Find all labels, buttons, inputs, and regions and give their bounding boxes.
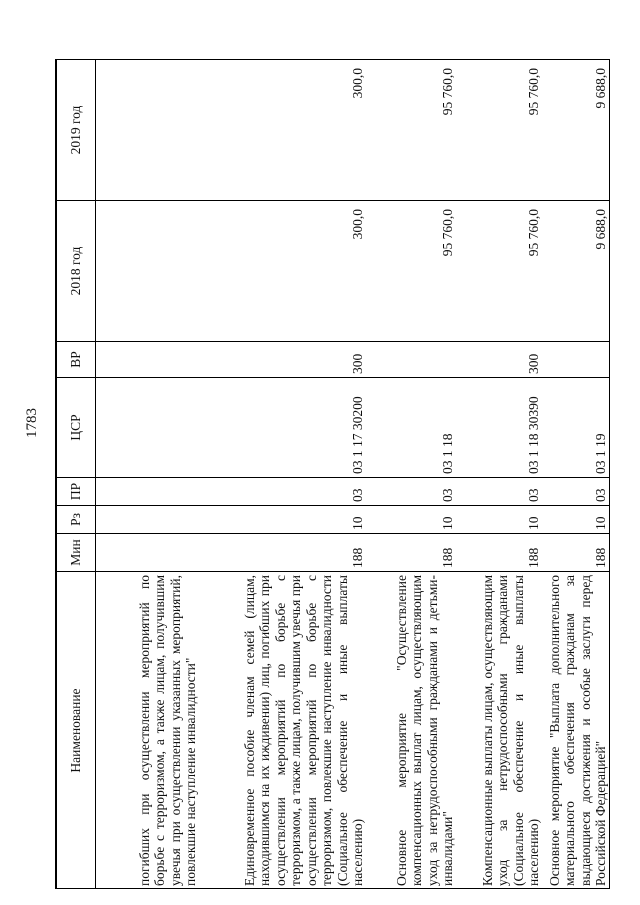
- budget-table: [56, 59, 610, 889]
- row-name: Единовременное пособие членам семей (лицам, находившимся на их иждивении) лиц, погибших при осуществлении мероприятий по борьбе с терроризмом, а также лицам, получившим увечья при осуществлении мероприятий по борьбе с терроризмом, повлекшие наступление инвалидности (Социальное обеспечение и иные выплаты населению): [202, 572, 369, 890]
- row-name: Основное мероприятие "Выплата дополнительного материального обеспечения гражданам за выдающиеся достижения и особые заслуги перед Российской Федерацией": [545, 572, 611, 890]
- header-csr: ЦСР: [57, 378, 96, 478]
- row-2019: 95 760,0: [369, 60, 459, 201]
- header-name: Наименование: [57, 572, 96, 890]
- row-pr: 03: [369, 478, 459, 506]
- row-2018: 9 688,0: [545, 201, 611, 342]
- row-min: [96, 534, 202, 572]
- row-2018: 95 760,0: [459, 201, 545, 342]
- row-csr: 03 1 18: [369, 378, 459, 478]
- header-pr: ПР: [57, 478, 96, 506]
- row-rz: 10: [545, 506, 611, 534]
- row-rz: [96, 506, 202, 534]
- row-2019: 9 688,0: [545, 60, 611, 201]
- row-csr: 03 1 18 30390: [459, 378, 545, 478]
- page-number: [24, 408, 41, 438]
- row-2018: [96, 201, 202, 342]
- row-min: 188: [545, 534, 611, 572]
- row-vr: 300: [202, 342, 369, 378]
- row-name: Основное мероприятие "Осуществление компенсационных выплат лицам, осуществляющим уход за нетрудоспособными гражданами и детьми-инвалидами": [369, 572, 459, 890]
- budget-table-sheet: [55, 59, 610, 889]
- row-2018: 300,0: [202, 201, 369, 342]
- row-2018: 95 760,0: [369, 201, 459, 342]
- table-row: [459, 60, 545, 890]
- row-csr: 03 1 19: [545, 378, 611, 478]
- header-vr: ВР: [57, 342, 96, 378]
- row-min: 188: [202, 534, 369, 572]
- row-pr: 03: [545, 478, 611, 506]
- row-vr: 300: [459, 342, 545, 378]
- row-vr: [369, 342, 459, 378]
- row-name: погибших при осуществлении мероприятий по борьбе с терроризмом, а также лицам, получившим увечья при осуществлении указанных мероприятий, повлекшие наступление инвалидности": [96, 572, 202, 890]
- table-header-row: [57, 60, 96, 890]
- row-rz: 10: [202, 506, 369, 534]
- row-rz: 10: [369, 506, 459, 534]
- row-min: 188: [459, 534, 545, 572]
- row-2019: [96, 60, 202, 201]
- header-2019: 2019 год: [57, 60, 96, 201]
- row-name: Компенсационные выплаты лицам, осуществляющим уход за нетрудоспособными гражданами (Социальное обеспечение и иные выплаты населению): [459, 572, 545, 890]
- row-2019: 300,0: [202, 60, 369, 201]
- row-csr: 03 1 17 30200: [202, 378, 369, 478]
- row-pr: 03: [459, 478, 545, 506]
- row-rz: 10: [459, 506, 545, 534]
- table-row: [545, 60, 611, 890]
- row-min: 188: [369, 534, 459, 572]
- header-min: Мин: [57, 534, 96, 572]
- table-row: [202, 60, 369, 890]
- rotated-content: [56, 60, 610, 889]
- header-rz: Рз: [57, 506, 96, 534]
- header-2018: 2018 год: [57, 201, 96, 342]
- row-vr: [96, 342, 202, 378]
- page-number-text: 1783: [24, 408, 40, 438]
- row-pr: 03: [202, 478, 369, 506]
- table-row: [96, 60, 202, 890]
- row-2019: 95 760,0: [459, 60, 545, 201]
- row-pr: [96, 478, 202, 506]
- table-row: [369, 60, 459, 890]
- row-csr: [96, 378, 202, 478]
- row-vr: [545, 342, 611, 378]
